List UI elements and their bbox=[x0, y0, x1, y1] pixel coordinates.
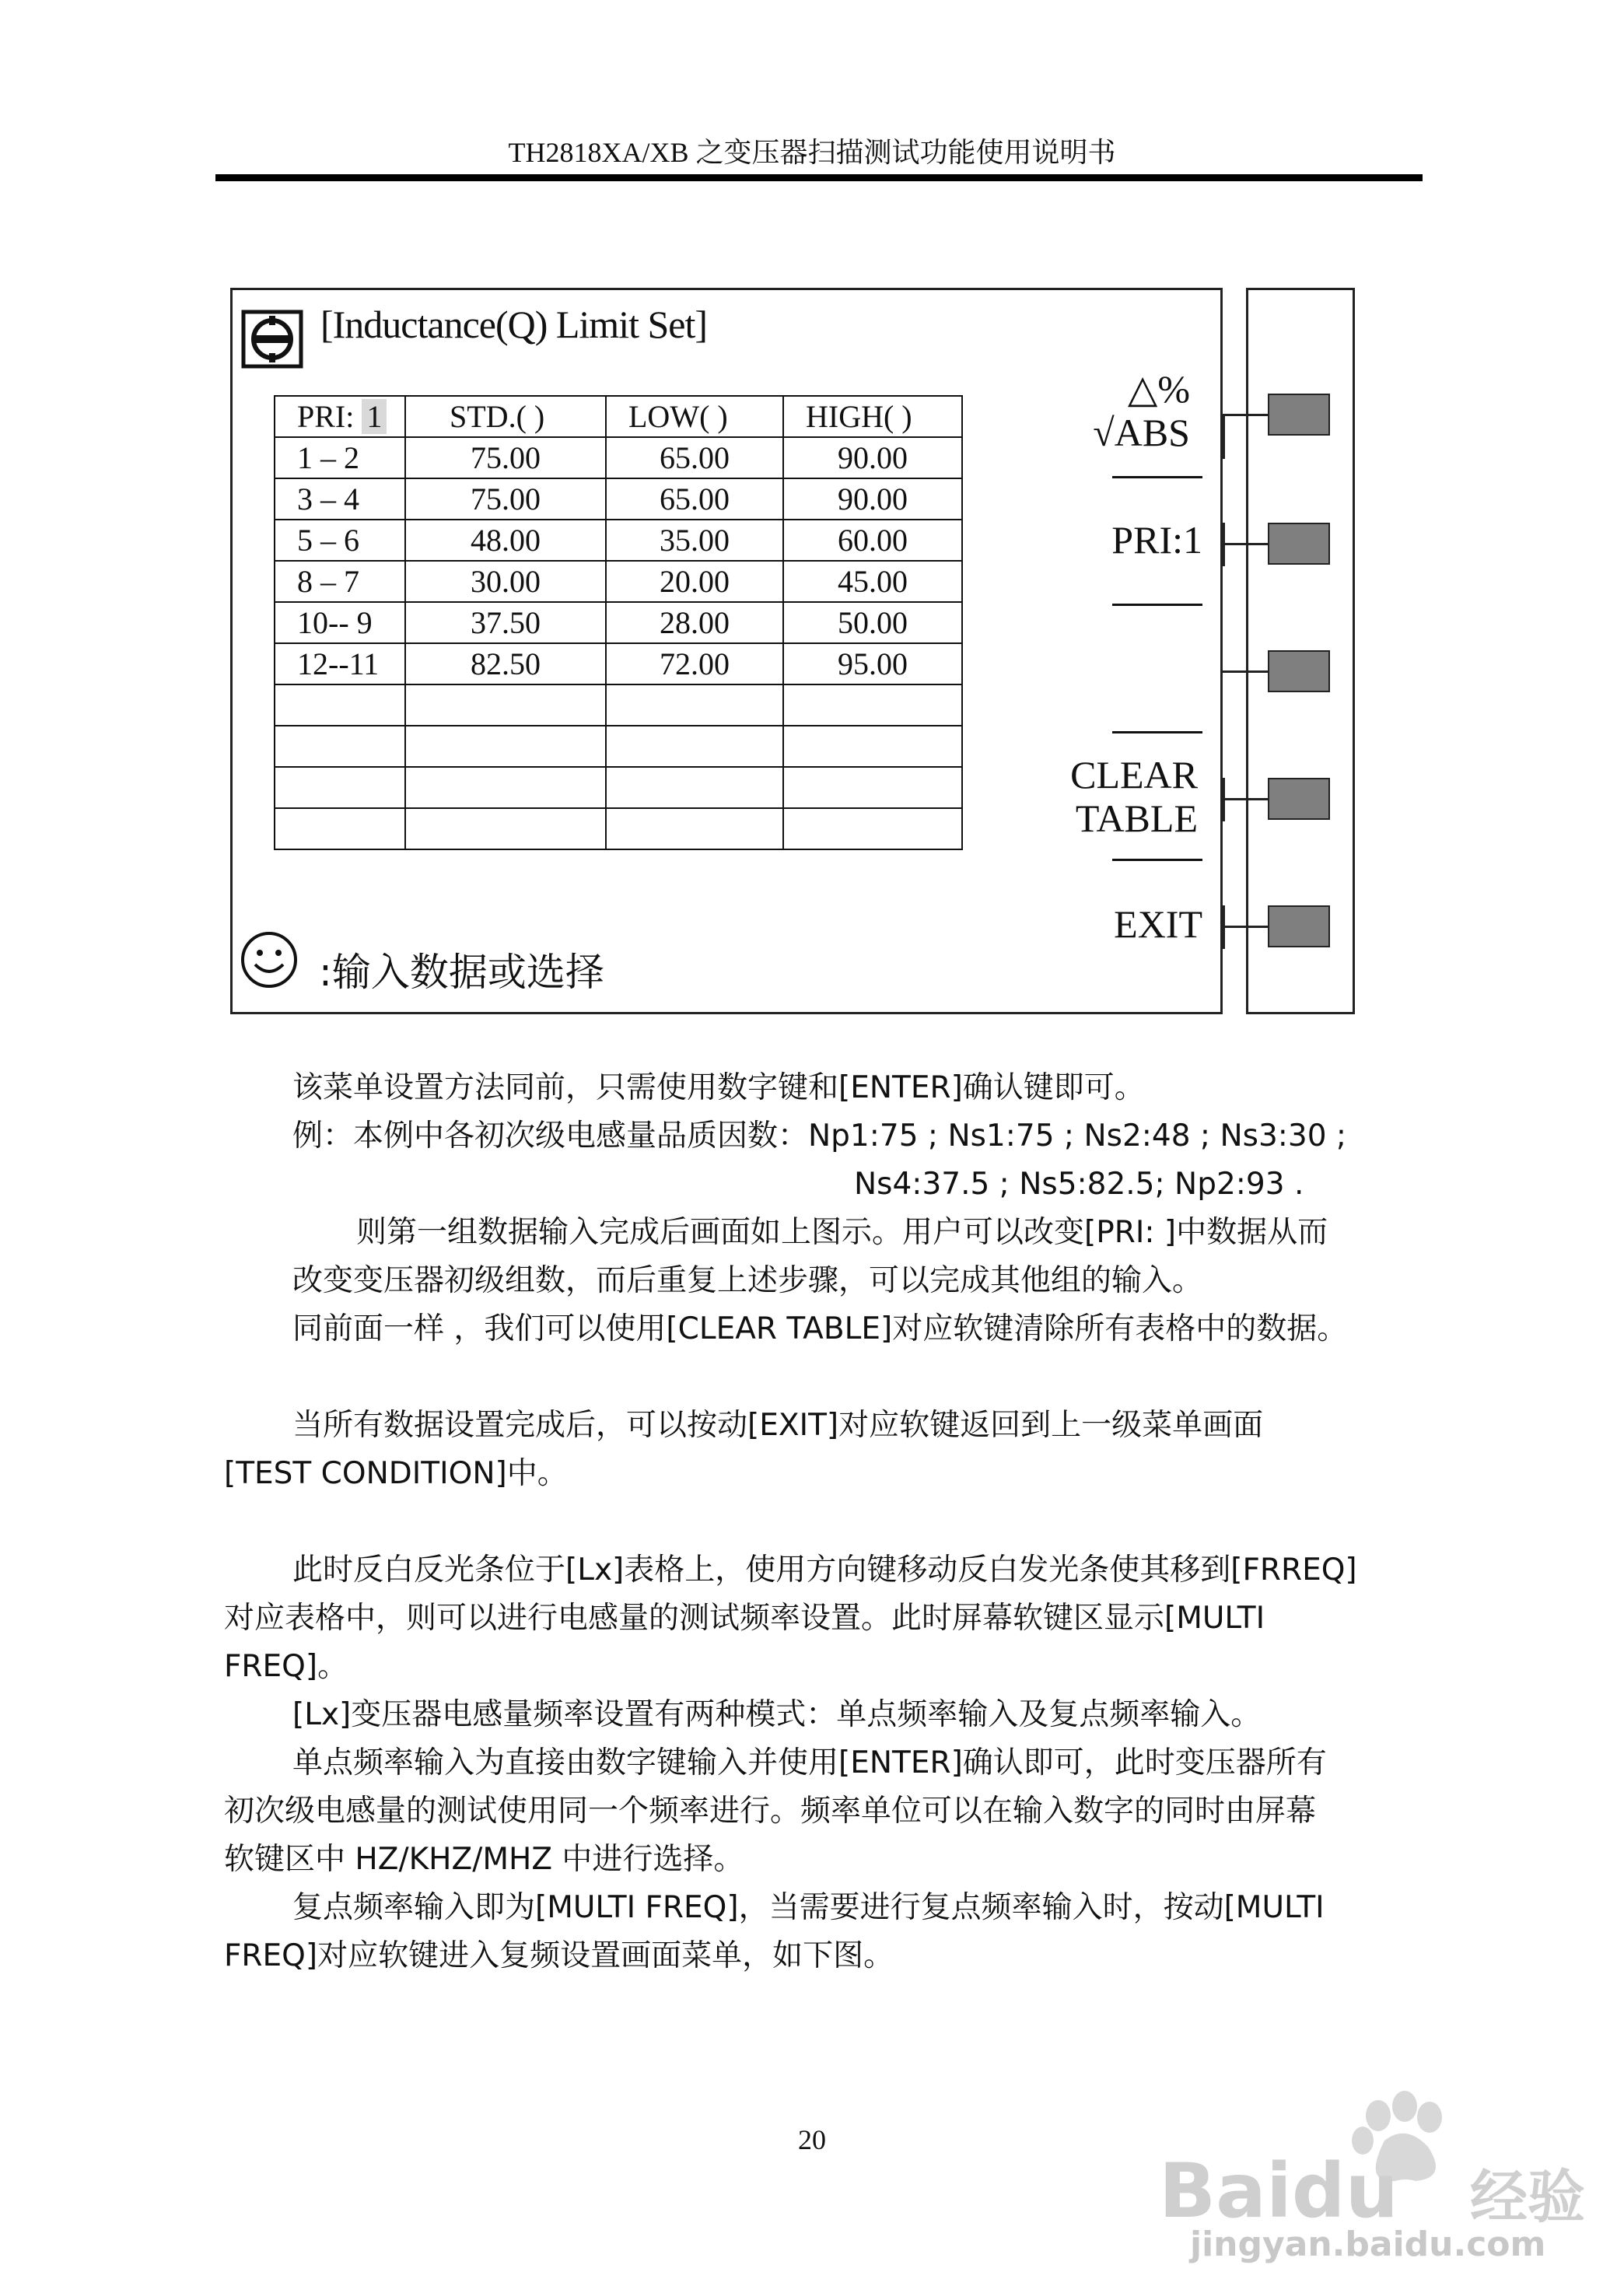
softkey-connector bbox=[1223, 543, 1269, 545]
table-row[interactable] bbox=[275, 437, 962, 478]
body-paragraph: 则第一组数据输入完成后画面如上图示。用户可以改变[PRI: ]中数据从而 bbox=[356, 1215, 1328, 1250]
body-paragraph: 软键区中 HZ/KHZ/MHZ 中进行选择。 bbox=[224, 1842, 744, 1877]
screen-title: [Inductance(Q) Limit Set] bbox=[320, 303, 708, 346]
softkey-label-line: √ABS bbox=[1093, 411, 1190, 454]
pair-cell: 8 – 7 bbox=[275, 561, 405, 602]
limit-table bbox=[274, 395, 963, 850]
table-row[interactable] bbox=[275, 520, 962, 561]
high-cell[interactable]: 50.00 bbox=[783, 602, 962, 643]
empty-cell[interactable] bbox=[405, 726, 606, 767]
table-row[interactable] bbox=[275, 478, 962, 520]
high-cell[interactable]: 95.00 bbox=[783, 643, 962, 684]
high-cell[interactable]: 60.00 bbox=[783, 520, 962, 561]
empty-row[interactable] bbox=[275, 808, 962, 849]
empty-cell[interactable] bbox=[606, 684, 783, 726]
softkey-button-4[interactable] bbox=[1268, 778, 1330, 820]
header-rule bbox=[215, 174, 1423, 181]
softkey-label-line: CLEAR bbox=[1070, 753, 1198, 796]
softkey-separator bbox=[1112, 476, 1202, 478]
body-paragraph: 初次级电感量的测试使用同一个频率进行。频率单位可以在输入数字的同时由屏幕 bbox=[224, 1794, 1317, 1829]
body-paragraph: FREQ]对应软键进入复频设置画面菜单，如下图。 bbox=[224, 1938, 894, 1973]
empty-cell bbox=[275, 684, 405, 726]
body-paragraph: FREQ]。 bbox=[224, 1649, 348, 1684]
std-cell[interactable]: 37.50 bbox=[405, 602, 606, 643]
table-row[interactable] bbox=[275, 643, 962, 684]
softkey-separator bbox=[1112, 859, 1202, 861]
std-cell[interactable]: 75.00 bbox=[405, 437, 606, 478]
watermark-url: jingyan.baidu.com bbox=[1190, 2225, 1546, 2264]
softkey-connector bbox=[1223, 670, 1269, 673]
body-paragraph: 同前面一样 ，我们可以使用[CLEAR TABLE]对应软键清除所有表格中的数据。 bbox=[292, 1311, 1348, 1346]
softkey-label-percent-abs bbox=[1073, 367, 1190, 454]
empty-cell[interactable] bbox=[606, 726, 783, 767]
empty-cell[interactable] bbox=[405, 684, 606, 726]
status-message: :输入数据或选择 bbox=[319, 950, 604, 995]
softkey-label-pri: PRI:1 bbox=[1111, 518, 1202, 562]
softkey-separator bbox=[1112, 731, 1202, 733]
pair-cell: 10-- 9 bbox=[275, 602, 405, 643]
pri-header[interactable] bbox=[275, 396, 405, 437]
high-cell[interactable]: 90.00 bbox=[783, 478, 962, 520]
softkey-label-clear-table bbox=[1058, 753, 1198, 840]
softkey-label-line: TABLE bbox=[1075, 796, 1198, 840]
body-paragraph: 例：本例中各初次级电感量品质因数：Np1:75 ; Ns1:75 ; Ns2:48 ; Ns3:30 ; bbox=[292, 1118, 1347, 1154]
body-paragraph: 单点频率输入为直接由数字键输入并使用[ENTER]确认即可，此时变压器所有 bbox=[292, 1745, 1327, 1780]
low-cell[interactable]: 28.00 bbox=[606, 602, 783, 643]
body-paragraph: 复点频率输入即为[MULTI FREQ]，当需要进行复点频率输入时，按动[MULTI bbox=[292, 1890, 1325, 1925]
empty-row[interactable] bbox=[275, 767, 962, 808]
body-paragraph: 改变变压器初级组数，而后重复上述步骤，可以完成其他组的输入。 bbox=[292, 1263, 1203, 1298]
empty-cell bbox=[275, 767, 405, 808]
empty-cell[interactable] bbox=[783, 684, 962, 726]
table-row[interactable] bbox=[275, 561, 962, 602]
std-cell[interactable]: 82.50 bbox=[405, 643, 606, 684]
page-header: TH2818XA/XB 之变压器扫描测试功能使用说明书 bbox=[508, 137, 1116, 168]
pair-cell: 1 – 2 bbox=[275, 437, 405, 478]
watermark-brand: Baidu bbox=[1159, 2148, 1398, 2235]
empty-cell[interactable] bbox=[405, 767, 606, 808]
empty-row[interactable] bbox=[275, 684, 962, 726]
softkey-connector bbox=[1223, 926, 1269, 928]
body-paragraph: 对应表格中，则可以进行电感量的测试频率设置。此时屏幕软键区显示[MULTI bbox=[224, 1601, 1265, 1636]
softkey-button-2[interactable] bbox=[1268, 523, 1330, 565]
high-header: HIGH( ) bbox=[783, 396, 962, 437]
empty-cell[interactable] bbox=[783, 767, 962, 808]
softkey-connector bbox=[1223, 414, 1269, 416]
softkey-button-3[interactable] bbox=[1268, 650, 1330, 692]
low-header: LOW( ) bbox=[606, 396, 783, 437]
std-header: STD.( ) bbox=[405, 396, 606, 437]
empty-row[interactable] bbox=[275, 726, 962, 767]
low-cell[interactable]: 65.00 bbox=[606, 478, 783, 520]
low-cell[interactable]: 72.00 bbox=[606, 643, 783, 684]
body-paragraph: [Lx]变压器电感量频率设置有两种模式：单点频率输入及复点频率输入。 bbox=[292, 1697, 1262, 1732]
low-cell[interactable]: 20.00 bbox=[606, 561, 783, 602]
pri-value: 1 bbox=[362, 399, 387, 434]
body-paragraph: 当所有数据设置完成后，可以按动[EXIT]对应软键返回到上一级菜单画面 bbox=[292, 1408, 1264, 1443]
pri-label: PRI: bbox=[297, 399, 355, 434]
empty-cell bbox=[275, 808, 405, 849]
empty-cell[interactable] bbox=[783, 808, 962, 849]
softkey-label-line: △% bbox=[1127, 367, 1190, 411]
body-paragraph: 此时反白反光条位于[Lx]表格上，使用方向键移动反白发光条使其移到[FRREQ] bbox=[292, 1553, 1357, 1588]
table-header-row bbox=[275, 396, 962, 437]
low-cell[interactable]: 35.00 bbox=[606, 520, 783, 561]
empty-cell[interactable] bbox=[405, 808, 606, 849]
softkey-label-exit: EXIT bbox=[1114, 902, 1202, 946]
empty-cell[interactable] bbox=[783, 726, 962, 767]
pair-cell: 3 – 4 bbox=[275, 478, 405, 520]
softkey-button-5[interactable] bbox=[1268, 905, 1330, 947]
std-cell[interactable]: 30.00 bbox=[405, 561, 606, 602]
softkey-button-1[interactable] bbox=[1268, 394, 1330, 436]
pair-cell: 12--11 bbox=[275, 643, 405, 684]
empty-cell[interactable] bbox=[606, 808, 783, 849]
high-cell[interactable]: 90.00 bbox=[783, 437, 962, 478]
softkey-separator bbox=[1112, 604, 1202, 606]
empty-cell bbox=[275, 726, 405, 767]
empty-cell[interactable] bbox=[606, 767, 783, 808]
std-cell[interactable]: 75.00 bbox=[405, 478, 606, 520]
low-cell[interactable]: 65.00 bbox=[606, 437, 783, 478]
body-paragraph: 该菜单设置方法同前，只需使用数字键和[ENTER]确认键即可。 bbox=[292, 1070, 1145, 1105]
body-paragraph: Ns4:37.5 ; Ns5:82.5; Np2:93 . bbox=[854, 1167, 1304, 1202]
smiley-icon bbox=[240, 930, 299, 989]
meter-icon bbox=[241, 310, 303, 369]
std-cell[interactable]: 48.00 bbox=[405, 520, 606, 561]
body-paragraph: [TEST CONDITION]中。 bbox=[224, 1456, 568, 1491]
watermark-brand-cn: 经验 bbox=[1470, 2164, 1585, 2231]
table-row[interactable] bbox=[275, 602, 962, 643]
pair-cell: 5 – 6 bbox=[275, 520, 405, 561]
high-cell[interactable]: 45.00 bbox=[783, 561, 962, 602]
softkey-connector bbox=[1223, 798, 1269, 800]
softkey-connector bbox=[1223, 415, 1225, 459]
page-number: 20 bbox=[798, 2124, 826, 2155]
